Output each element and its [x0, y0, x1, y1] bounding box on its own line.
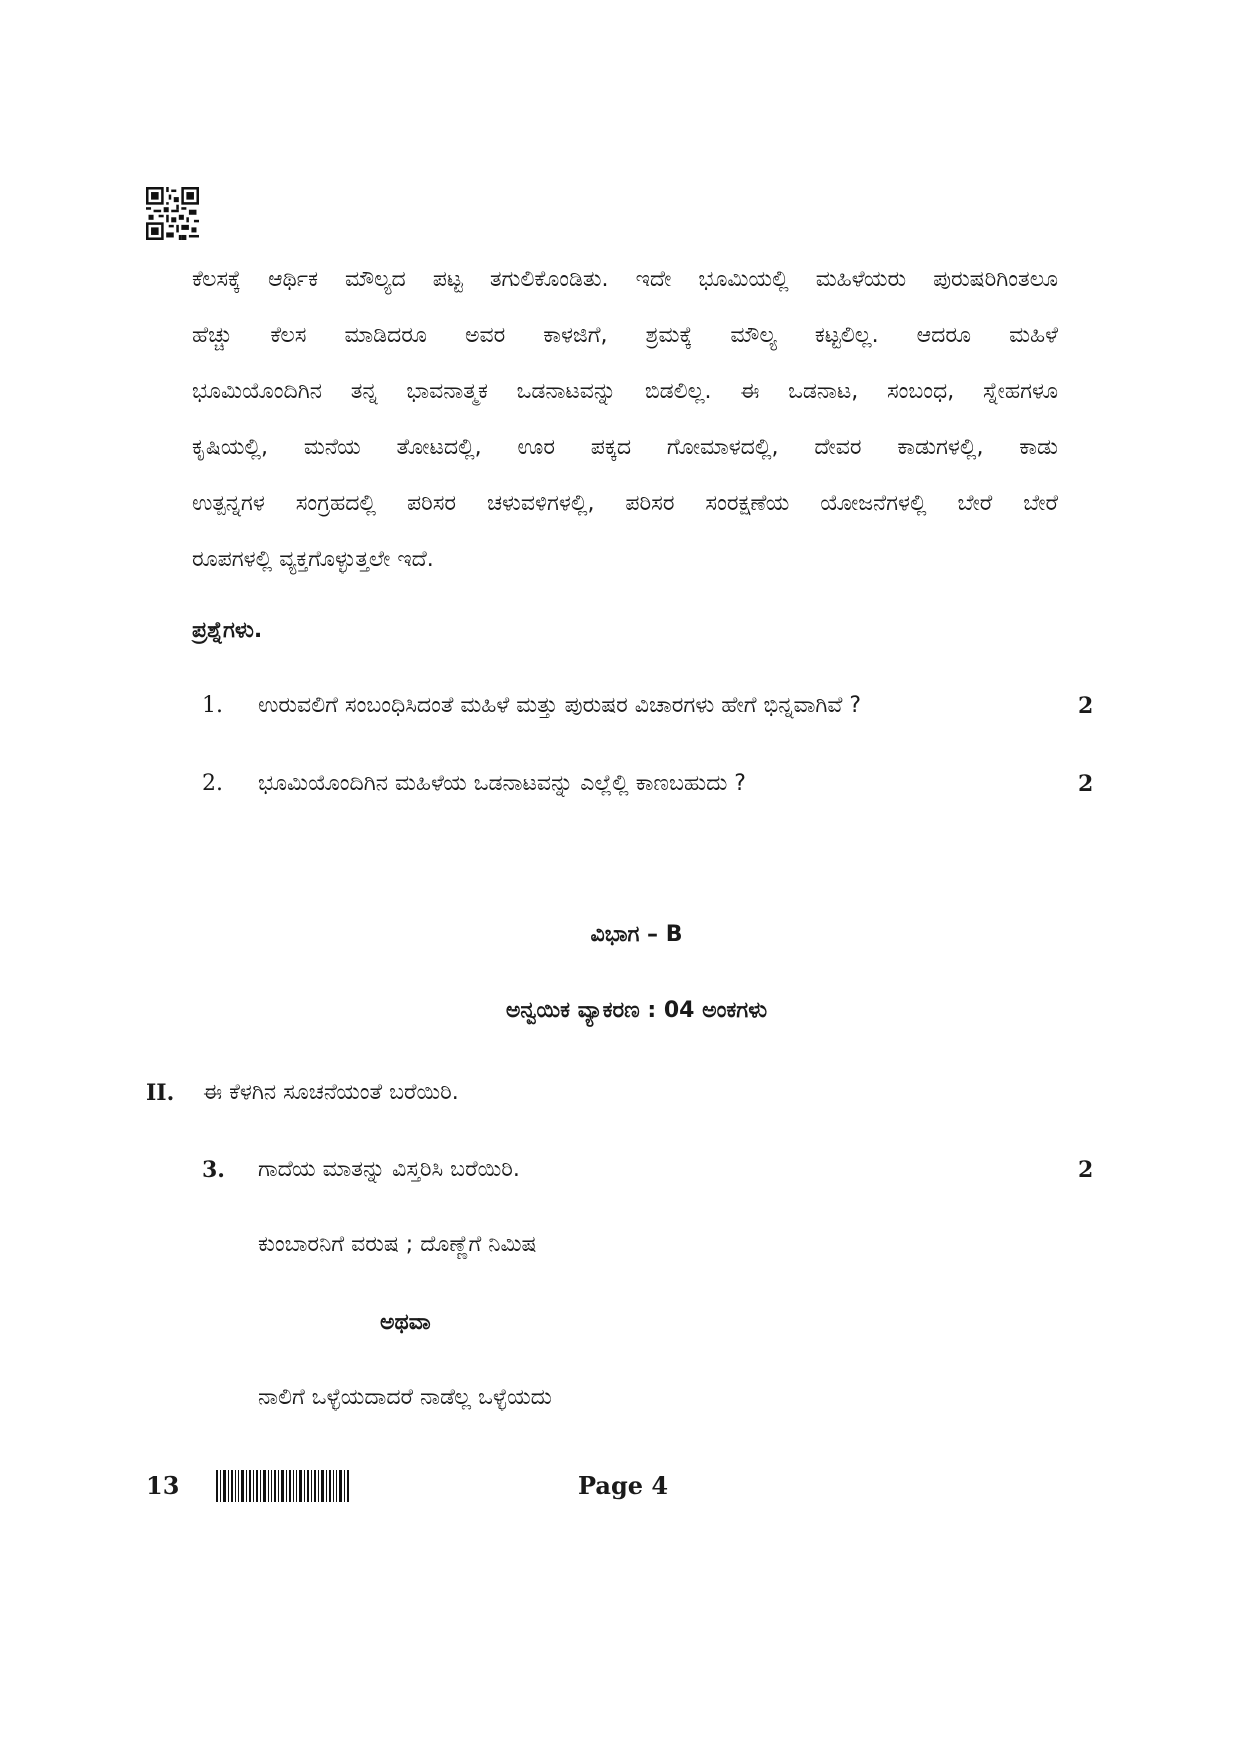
passage	[192, 252, 1058, 588]
section-title: ವಿಭಾಗ – B	[590, 922, 683, 947]
or-separator: ಅಥವಾ	[380, 1310, 431, 1335]
proverb-option-a: ಕುಂಬಾರನಿಗೆ ವರುಷ ; ದೊಣ್ಣೆಗೆ ನಿಮಿಷ	[258, 1232, 537, 1257]
passage-line: ಉತ್ಪನ್ನಗಳ ಸಂಗ್ರಹದಲ್ಲಿ ಪರಿಸರ ಚಳುವಳಿಗಳಲ್ಲಿ, ಪರಿಸರ ಸಂರಕ್ಷಣೆಯ ಯೋಜನೆಗಳಲ್ಲಿ ಬೇರೆ ಬೇರೆ	[192, 491, 1058, 516]
question-number: 3.	[202, 1157, 225, 1183]
question-marks: 2	[1078, 771, 1094, 797]
passage-line: ರೂಪಗಳಲ್ಲಿ ವ್ಯಕ್ತಗೊಳ್ಳುತ್ತಲೇ ಇದೆ.	[192, 547, 434, 572]
question-text: ಗಾದೆಯ ಮಾತನ್ನು ವಿಸ್ತರಿಸಿ ಬರೆಯಿರಿ.	[258, 1157, 520, 1182]
qr-code	[146, 187, 199, 240]
page-number: Page 4	[578, 1471, 669, 1500]
passage-line: ಕೃಷಿಯಲ್ಲಿ, ಮನೆಯ ತೋಟದಲ್ಲಿ, ಊರ ಪಕ್ಕದ ಗೋಮಾಳದಲ್ಲಿ, ದೇವರ ಕಾಡುಗಳಲ್ಲಿ, ಕಾಡು	[192, 435, 1058, 460]
passage-line: ಹೆಚ್ಚು ಕೆಲಸ ಮಾಡಿದರೂ ಅವರ ಕಾಳಜಿಗೆ, ಶ್ರಮಕ್ಕೆ ಮೌಲ್ಯ ಕಟ್ಟಲಿಲ್ಲ. ಆದರೂ ಮಹಿಳೆ	[192, 323, 1058, 348]
section-subtitle: ಅನ್ವಯಿಕ ವ್ಯಾಕರಣ : 04 ಅಂಕಗಳು	[505, 998, 768, 1023]
paper-code: 13	[146, 1471, 180, 1500]
question-text: ಉರುವಲಿಗೆ ಸಂಬಂಧಿಸಿದಂತೆ ಮಹಿಳೆ ಮತ್ತು ಪುರುಷರ ವಿಚಾರಗಳು ಹೇಗೆ ಭಿನ್ನವಾಗಿವೆ ?	[258, 693, 862, 718]
part-roman-numeral: II.	[146, 1080, 175, 1106]
questions-heading: ಪ್ರಶ್ನೆಗಳು.	[192, 618, 263, 643]
passage-line: ಕೆಲಸಕ್ಕೆ ಆರ್ಥಿಕ ಮೌಲ್ಯದ ಪಟ್ಟ ತಗುಲಿಕೊಂಡಿತು. ಇದೇ ಭೂಮಿಯಲ್ಲಿ ಮಹಿಳೆಯರು ಪುರುಷರಿಗಿಂತಲೂ	[192, 267, 1058, 292]
barcode	[216, 1470, 349, 1502]
question-text: ಭೂಮಿಯೊಂದಿಗಿನ ಮಹಿಳೆಯ ಒಡನಾಟವನ್ನು ಎಲ್ಲೆಲ್ಲಿ ಕಾಣಬಹುದು ?	[258, 771, 746, 796]
passage-line: ಭೂಮಿಯೊಂದಿಗಿನ ತನ್ನ ಭಾವನಾತ್ಮಕ ಒಡನಾಟವನ್ನು ಬಿಡಲಿಲ್ಲ. ಈ ಒಡನಾಟ, ಸಂಬಂಧ, ಸ್ನೇಹಗಳೂ	[192, 379, 1058, 404]
question-marks: 2	[1078, 693, 1094, 719]
proverb-option-b: ನಾಲಿಗೆ ಒಳ್ಳೆಯದಾದರೆ ನಾಡೆಲ್ಲ ಒಳ್ಳೆಯದು	[258, 1385, 552, 1410]
question-marks: 2	[1078, 1157, 1094, 1183]
question-number: 2.	[202, 771, 223, 796]
question-number: 1.	[202, 693, 223, 718]
part-instruction: ಈ ಕೆಳಗಿನ ಸೂಚನೆಯಂತೆ ಬರೆಯಿರಿ.	[203, 1080, 459, 1105]
